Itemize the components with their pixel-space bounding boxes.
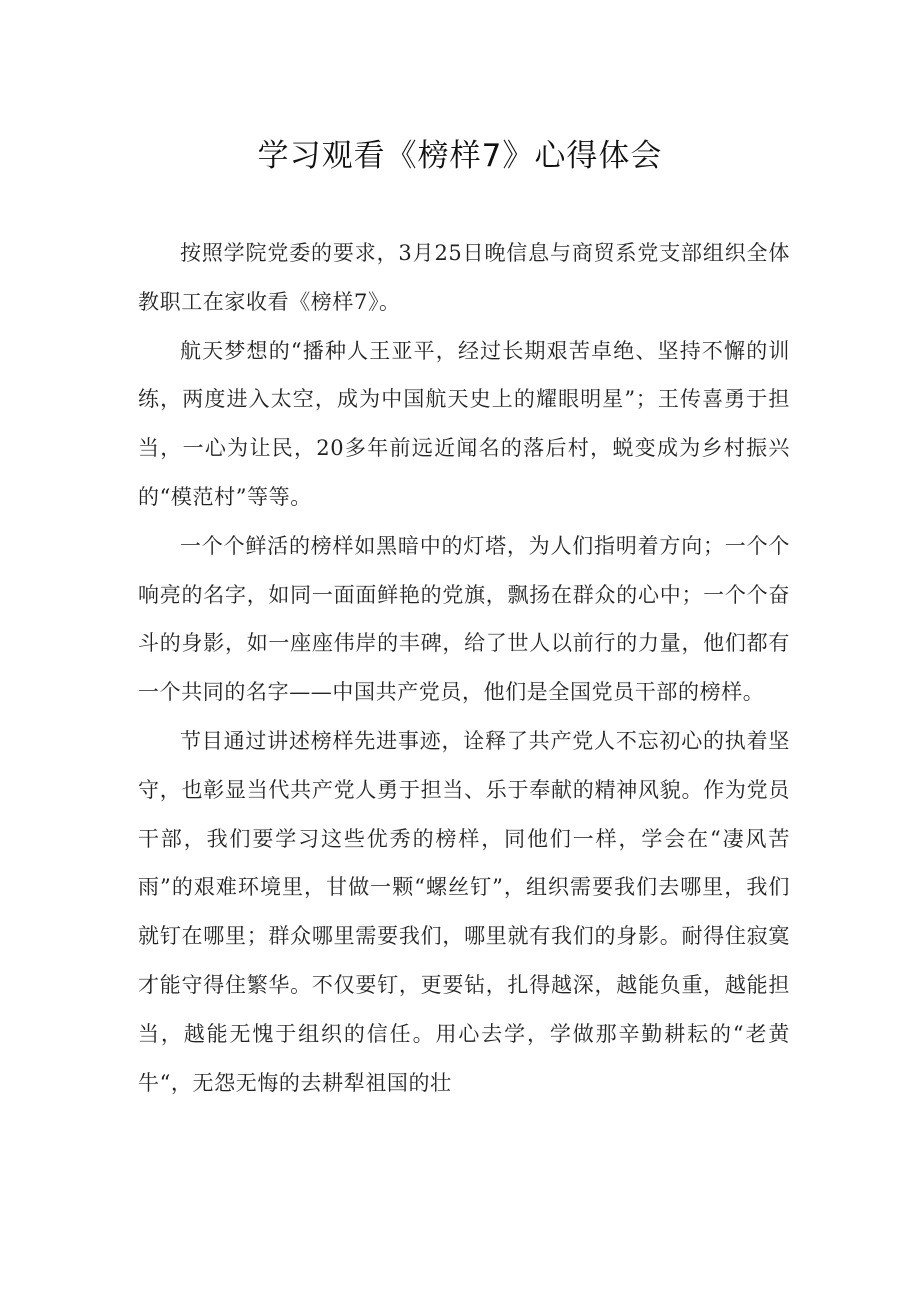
paragraph-1: 按照学院党委的要求，3月25日晚信息与商贸系党支部组织全体教职工在家收看《榜样7》。 <box>138 241 790 314</box>
paragraph-2: 航天梦想的“播种人王亚平，经过长期艰苦卓绝、坚持不懈的训练，两度进入太空，成为中国航天史上的耀眼明星”；王传喜勇于担当，一心为让民，20多年前远近闻名的落后村，蜕变成为乡村振兴的“模范村”等等。 <box>138 338 790 509</box>
document-body <box>138 229 790 1107</box>
paragraph-4: 节目通过讲述榜样先进事迹，诠释了共产党人不忘初心的执着坚守，也彰显当代共产党人勇于担当、乐于奉献的精神风貌。作为党员干部，我们要学习这些优秀的榜样，同他们一样，学会在“凄风苦雨”的艰难环境里，甘做一颗“螺丝钉”，组织需要我们去哪里，我们就钉在哪里；群众哪里需要我们，哪里就有我们的身影。耐得住寂寞才能守得住繁华。不仅要钉，更要钻，扎得越深，越能负重，越能担当，越能无愧于组织的信任。用心去学，学做那辛勤耕耘的“老黄牛“，无怨无悔的去耕犁祖国的壮 <box>138 728 790 1095</box>
paragraph-3: 一个个鲜活的榜样如黑暗中的灯塔，为人们指明着方向；一个个响亮的名字，如同一面面鲜艳的党旗，飘扬在群众的心中；一个个奋斗的身影，如一座座伟岸的丰碑，给了世人以前行的力量，他们都有一个共同的名字——中国共产党员，他们是全国党员干部的榜样。 <box>138 533 790 705</box>
document-title: 学习观看《榜样7》心得体会 <box>257 138 663 174</box>
